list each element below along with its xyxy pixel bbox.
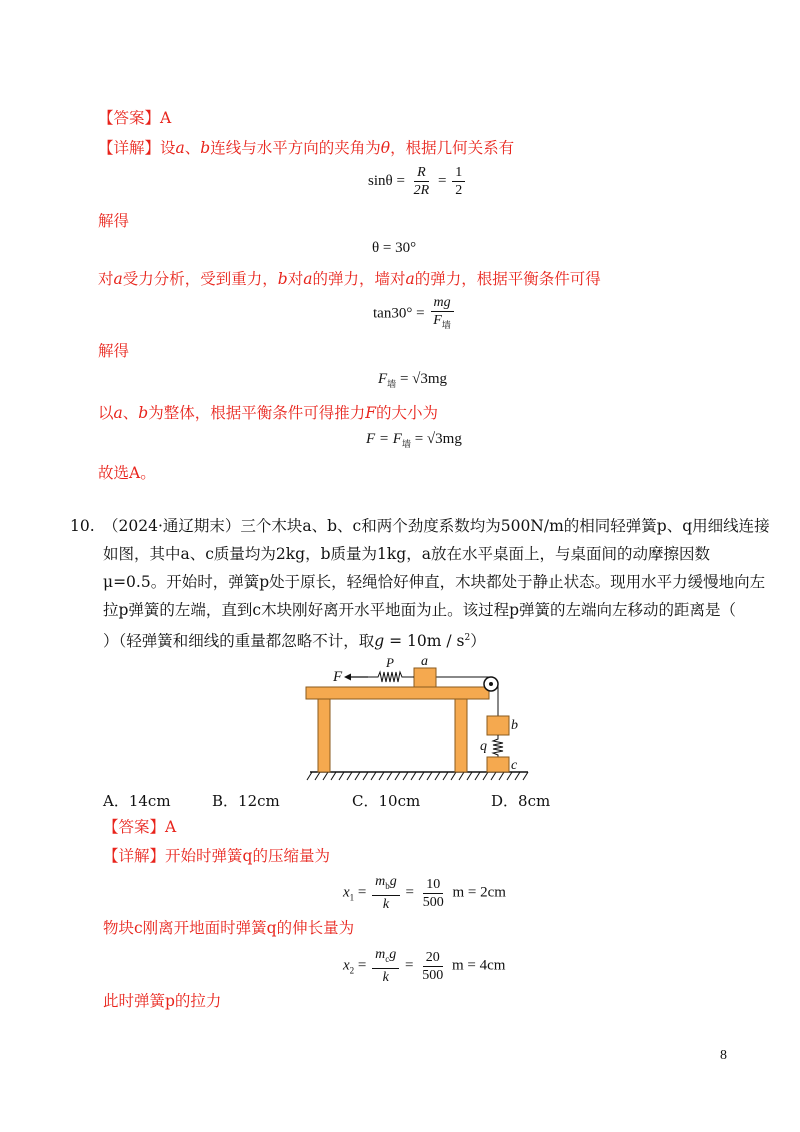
fraction — [419, 949, 446, 984]
numerator: 10 — [423, 876, 443, 894]
solve-label-2: 解得 — [98, 342, 130, 360]
detail-line-1 — [98, 137, 514, 159]
block-c — [487, 757, 509, 772]
num-sub: b — [385, 881, 390, 891]
fraction — [430, 294, 454, 334]
question-line-1: （2024·通辽期末）三个木块a、b、c和两个劲度系数均为500N/m的相同轻弹簧p、q用细线连接 — [103, 517, 770, 535]
table-leg-left — [318, 699, 330, 772]
denominator: k — [382, 970, 389, 985]
block-b — [487, 716, 509, 735]
text: 的大小为 — [376, 404, 439, 422]
detail-text: 设 — [160, 139, 176, 157]
fraction — [411, 164, 433, 199]
var-a: a — [113, 404, 123, 422]
detail-label: 【详解】 — [103, 847, 166, 865]
option-a[interactable]: A．14cm — [103, 792, 171, 810]
numerator — [372, 873, 400, 896]
equation-theta: θ = 30° — [372, 240, 417, 256]
question-line-3: μ=0.5。开始时，弹簧p处于原长，轻绳恰好伸直，木块都处于静止状态。现用水平力缓慢地向左 — [103, 573, 766, 591]
physics-figure — [300, 655, 540, 785]
numerator: mg — [431, 294, 454, 312]
fraction — [452, 164, 465, 199]
option-c[interactable]: C．10cm — [352, 792, 421, 810]
equation-F-total — [366, 431, 462, 450]
denominator: k — [382, 897, 390, 912]
table-top — [306, 687, 489, 699]
detail-line-2 — [103, 845, 330, 867]
text: ）（轻弹簧和细线的重量都忽略不计，取 — [103, 632, 375, 650]
eq-sub: 墙 — [387, 379, 397, 389]
eq-lhs: F = F — [366, 431, 402, 447]
equation-x2: $x_2$ = $\frac{m_cg}{k}$ = $\frac{20}{500}$ m = 4cm — [343, 947, 506, 985]
text: 对 — [98, 270, 114, 288]
force-arrow-head — [344, 674, 351, 681]
fraction — [420, 876, 447, 911]
eq-sub: 2 — [349, 965, 355, 976]
text: 的弹力，墙对 — [312, 270, 406, 288]
var-a: a — [113, 270, 123, 288]
text: 以 — [98, 404, 114, 422]
conclusion: 故选A。 — [98, 464, 156, 482]
denominator: 500 — [422, 967, 444, 983]
question-number: 10. — [70, 517, 95, 535]
block-c-line: 物块c刚离开地面时弹簧q的伸长量为 — [103, 919, 355, 937]
eq-sub: 1 — [349, 892, 355, 903]
force-analysis-line — [98, 268, 601, 290]
den-sub: 墙 — [441, 320, 451, 330]
detail-text: 开始时弹簧q的压缩量为 — [165, 847, 330, 865]
label-c: c — [511, 758, 518, 773]
num-m: m — [375, 947, 386, 962]
separator: 、 — [184, 139, 201, 157]
denominator: 2 — [455, 183, 463, 198]
answer-label-2: 【答案】A — [103, 818, 177, 836]
numerator: R — [414, 164, 429, 182]
eq-rhs: m = 2cm — [452, 884, 506, 901]
equation-sin-theta: sinθ = $\frac{R}{2R}$ = $\frac{1}{2}$ — [368, 164, 467, 199]
denominator: 500 — [422, 894, 444, 910]
denominator: 2R — [413, 183, 430, 198]
numerator — [372, 946, 399, 969]
table-leg-right — [455, 699, 467, 772]
detail-label: 【详解】 — [98, 139, 161, 157]
equation-x1: $x_1$ = $\frac{m_bg}{k}$ = $\frac{10}{500}$ m = 2cm — [343, 874, 506, 912]
eq-lhs: x — [343, 957, 350, 974]
var-b: b — [277, 270, 288, 288]
pulley-axle — [489, 682, 493, 686]
var-b: b — [138, 404, 149, 422]
text: 对 — [287, 270, 304, 288]
eq-main: F — [378, 371, 388, 387]
block-a — [414, 668, 436, 687]
separator: 、 — [122, 404, 139, 422]
eq-rhs: = √3mg — [414, 431, 462, 447]
text: = 10m / s — [384, 632, 465, 650]
var-g: g — [374, 632, 385, 650]
equation-tan30 — [373, 294, 456, 334]
eq-lhs: tan30° = — [373, 305, 425, 322]
eq-lhs: x — [343, 884, 350, 901]
label-a: a — [421, 655, 428, 669]
var-b: b — [200, 139, 211, 157]
option-b[interactable]: B．12cm — [212, 792, 280, 810]
page-number: 8 — [720, 1048, 727, 1063]
den-main: F — [433, 313, 442, 328]
equation-F-wall — [378, 371, 447, 390]
num-sub: c — [385, 954, 390, 964]
text: ） — [470, 632, 486, 650]
var-a: a — [303, 270, 313, 288]
eq-sub: 墙 — [401, 439, 411, 449]
fraction — [372, 946, 399, 986]
numerator: 20 — [423, 949, 443, 967]
detail-text: 连线与水平方向的夹角为 — [210, 139, 381, 157]
label-F: F — [333, 669, 343, 685]
text: 为整体，根据平衡条件可得推力 — [148, 404, 366, 422]
whole-analysis-line — [98, 402, 438, 424]
eq-rhs: = √3mg — [399, 371, 448, 387]
question-line-5 — [103, 624, 486, 655]
num-g: g — [389, 947, 397, 962]
final-line: 此时弹簧p的拉力 — [103, 992, 222, 1010]
fraction — [372, 873, 400, 913]
text: 受力分析，受到重力， — [122, 270, 278, 288]
num-m: m — [375, 874, 386, 889]
question-line-2: 如图，其中a、c质量均为2kg，b质量为1kg，a放在水平桌面上，与桌面间的动摩擦因数 — [103, 545, 710, 563]
eq-lhs: sinθ = — [368, 172, 405, 189]
option-d[interactable]: D．8cm — [491, 792, 551, 810]
answer-label-1: 【答案】A — [98, 109, 172, 127]
num-g: g — [389, 874, 397, 889]
ground-hatch — [307, 772, 528, 780]
theta-symbol: θ — [380, 139, 391, 157]
label-b: b — [511, 718, 518, 733]
spring-p — [368, 672, 414, 682]
spring-q — [493, 735, 503, 757]
var-F: F — [365, 404, 376, 422]
var-a: a — [405, 270, 415, 288]
eq-rhs: m = 4cm — [451, 957, 506, 974]
superscript: 2 — [464, 633, 471, 643]
var-a: a — [175, 139, 185, 157]
numerator: 1 — [452, 164, 465, 182]
label-q: q — [480, 739, 487, 754]
solve-label-1: 解得 — [98, 212, 130, 230]
text: 的弹力，根据平衡条件可得 — [414, 270, 601, 288]
label-P: P — [386, 655, 394, 670]
question-line-4: 拉p弹簧的左端，直到c木块刚好离开水平地面为止。该过程p弹簧的左端向左移动的距离是（ — [103, 601, 737, 619]
detail-text: ，根据几何关系有 — [390, 139, 515, 157]
denominator — [430, 312, 454, 334]
